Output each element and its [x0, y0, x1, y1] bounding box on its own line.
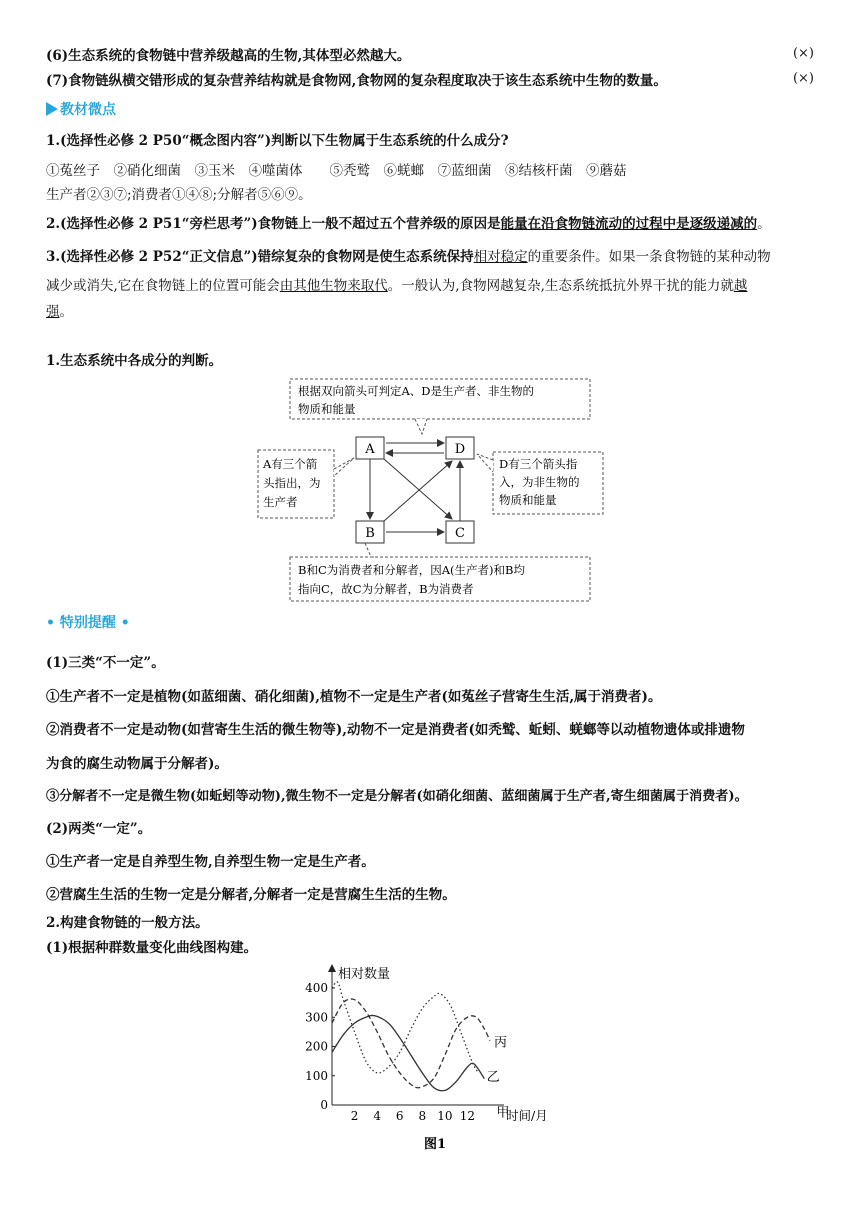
note-right-line-3: 物质和能量	[499, 493, 557, 507]
x-axis-label: 时间/月	[506, 1108, 548, 1123]
tip-line-4: ①生产者一定是自养型生物,自养型生物一定是生产者。	[46, 854, 375, 870]
triangle-arrow-icon	[46, 102, 58, 116]
tip-heading-2: (2)两类“一定”。	[46, 821, 152, 837]
section-title-label: 教材微点	[60, 102, 116, 118]
y-axis-label: 相对数量	[338, 967, 391, 982]
series-label-甲: 甲	[496, 1105, 510, 1121]
note-top-line-2: 物质和能量	[298, 402, 356, 416]
tip-line-5: ②营腐生生活的生物一定是分解者,分解者一定是营腐生生活的生物。	[46, 887, 456, 903]
y-tick-label: 0	[320, 1098, 328, 1112]
arrow-b-to-d	[384, 461, 452, 521]
q3-line1-prefix: 3.(选择性必修 2 P52“正文信息”)错综复杂的食物网是使生态系统保持	[46, 249, 474, 265]
q2-suffix: 。	[757, 216, 771, 232]
note-right-pointer	[477, 454, 493, 472]
x-ticks	[351, 1109, 475, 1123]
y-ticks	[305, 981, 335, 1112]
arrow-a-to-c	[384, 459, 452, 519]
note-right-line-2: 入，为非生物的	[499, 475, 580, 489]
q3-line-3	[46, 302, 73, 322]
q1-stem: 1.(选择性必修 2 P50“概念图内容”)判断以下生物属于生态系统的什么成分?	[46, 133, 509, 149]
note-left-line-2: 头指出，为	[263, 476, 321, 490]
tip-title-label: 特别提醒	[59, 615, 116, 631]
q3-line2-mid: 。一般认为,食物网越复杂,生态系统抵抗外界干扰的能力就	[387, 278, 734, 294]
point-2-sub: (1)根据种群数量变化曲线图构建。	[46, 940, 258, 956]
q3-line2-answer: 由其他生物来取代	[279, 278, 388, 294]
y-tick-label: 400	[305, 981, 328, 995]
note-bottom-pointer	[365, 543, 378, 557]
point-1-title: 1.生态系统中各成分的判断。	[46, 353, 223, 369]
q1-options: ①菟丝子 ②硝化细菌 ③玉米 ④噬菌体 ⑤秃鹫 ⑥蜣螂 ⑦蓝细菌 ⑧结核杆菌 ⑨蘑菇	[46, 163, 627, 179]
item-7-text: (7)食物链纵横交错形成的复杂营养结构就是食物网,食物网的复杂程度取决于该生态系统中生物的数量。	[46, 73, 667, 89]
x-tick-label: 10	[437, 1109, 453, 1123]
note-bottom-line-2: 指向C，故C为分解者，B为消费者	[298, 582, 474, 596]
population-chart	[290, 962, 580, 1162]
x-tick-label: 6	[395, 1109, 404, 1123]
q2-prefix: 2.(选择性必修 2 P51“旁栏思考”)食物链上一般不超过五个营养级的原因是	[46, 216, 501, 232]
q3-line1-suffix: 的重要条件。如果一条食物链的某种动物	[527, 249, 771, 265]
ecosystem-diagram	[250, 376, 610, 606]
series-line-甲	[332, 1015, 484, 1090]
q3-line-2	[46, 276, 747, 296]
node-c-label: C	[455, 526, 465, 541]
tip-line-1: ①生产者不一定是植物(如蓝细菌、硝化细菌),植物不一定是生产者(如菟丝子营寄生生活,属于消费者)。	[46, 689, 662, 705]
tip-title	[46, 612, 130, 632]
series-label-乙: 乙	[486, 1069, 500, 1085]
note-left-pointer	[334, 458, 354, 476]
q3-line-1	[46, 247, 771, 267]
node-b-label: B	[365, 526, 375, 541]
point-2-title: 2.构建食物链的一般方法。	[46, 915, 209, 931]
note-bottom-line-1: B和C为消费者和分解者，因A(生产者)和B均	[298, 563, 525, 577]
q2-answer: 能量在沿食物链流动的过程中是逐级递减的	[500, 216, 758, 232]
bullet-dot-icon-right: •	[115, 615, 130, 631]
series-group	[332, 982, 509, 1121]
y-tick-label: 300	[305, 1010, 328, 1025]
q1-answer: 生产者②③⑦;消费者①④⑧;分解者⑤⑥⑨。	[46, 187, 312, 203]
q3-line3-suffix: 。	[59, 304, 73, 320]
tip-line-2a: ②消费者不一定是动物(如营寄生生活的微生物等),动物不一定是消费者(如秃鹫、蚯蚓、蜣螂等以动植物遗体或排遗物	[46, 722, 745, 738]
item-6-text: (6)生态系统的食物链中营养级越高的生物,其体型必然越大。	[46, 48, 411, 64]
node-a-label: A	[365, 442, 375, 457]
q2-line	[46, 214, 771, 234]
node-d-label: D	[454, 442, 466, 457]
series-line-乙	[332, 982, 479, 1073]
note-right-line-1: D有三个箭头指	[499, 457, 578, 471]
section-title-textbook	[46, 99, 116, 119]
bullet-dot-icon: •	[46, 615, 60, 631]
q3-line3-answer: 强	[46, 304, 60, 320]
q3-line2-answer-2: 越	[733, 278, 748, 294]
note-left-line-1: A有三个箭	[263, 457, 318, 471]
q3-line1-answer: 相对稳定	[473, 249, 528, 265]
note-top-line-1: 根据双向箭头可判定A、D是生产者、非生物的	[298, 384, 535, 398]
y-tick-label: 200	[305, 1039, 328, 1054]
y-tick-label: 100	[305, 1068, 328, 1083]
tip-heading-1: (1)三类“不一定”。	[46, 655, 165, 671]
note-top-pointer	[415, 419, 427, 434]
chart-caption: 图1	[423, 1137, 447, 1152]
series-label-丙: 丙	[494, 1035, 508, 1051]
note-left-line-3: 生产者	[263, 495, 298, 509]
tip-line-2b: 为食的腐生动物属于分解者)。	[46, 756, 228, 772]
item-7-mark: (×)	[792, 71, 814, 86]
x-tick-label: 12	[459, 1109, 476, 1123]
x-tick-label: 2	[350, 1109, 359, 1123]
x-tick-label: 8	[418, 1109, 427, 1123]
item-6-mark: (×)	[792, 46, 814, 61]
x-tick-label: 4	[373, 1109, 381, 1123]
series-line-丙	[332, 999, 490, 1088]
q3-line2-prefix: 减少或消失,它在食物链上的位置可能会	[46, 278, 280, 294]
tip-line-3: ③分解者不一定是微生物(如蚯蚓等动物),微生物不一定是分解者(如硝化细菌、蓝细菌属于生产者,寄生细菌属于消费者)。	[46, 789, 748, 804]
